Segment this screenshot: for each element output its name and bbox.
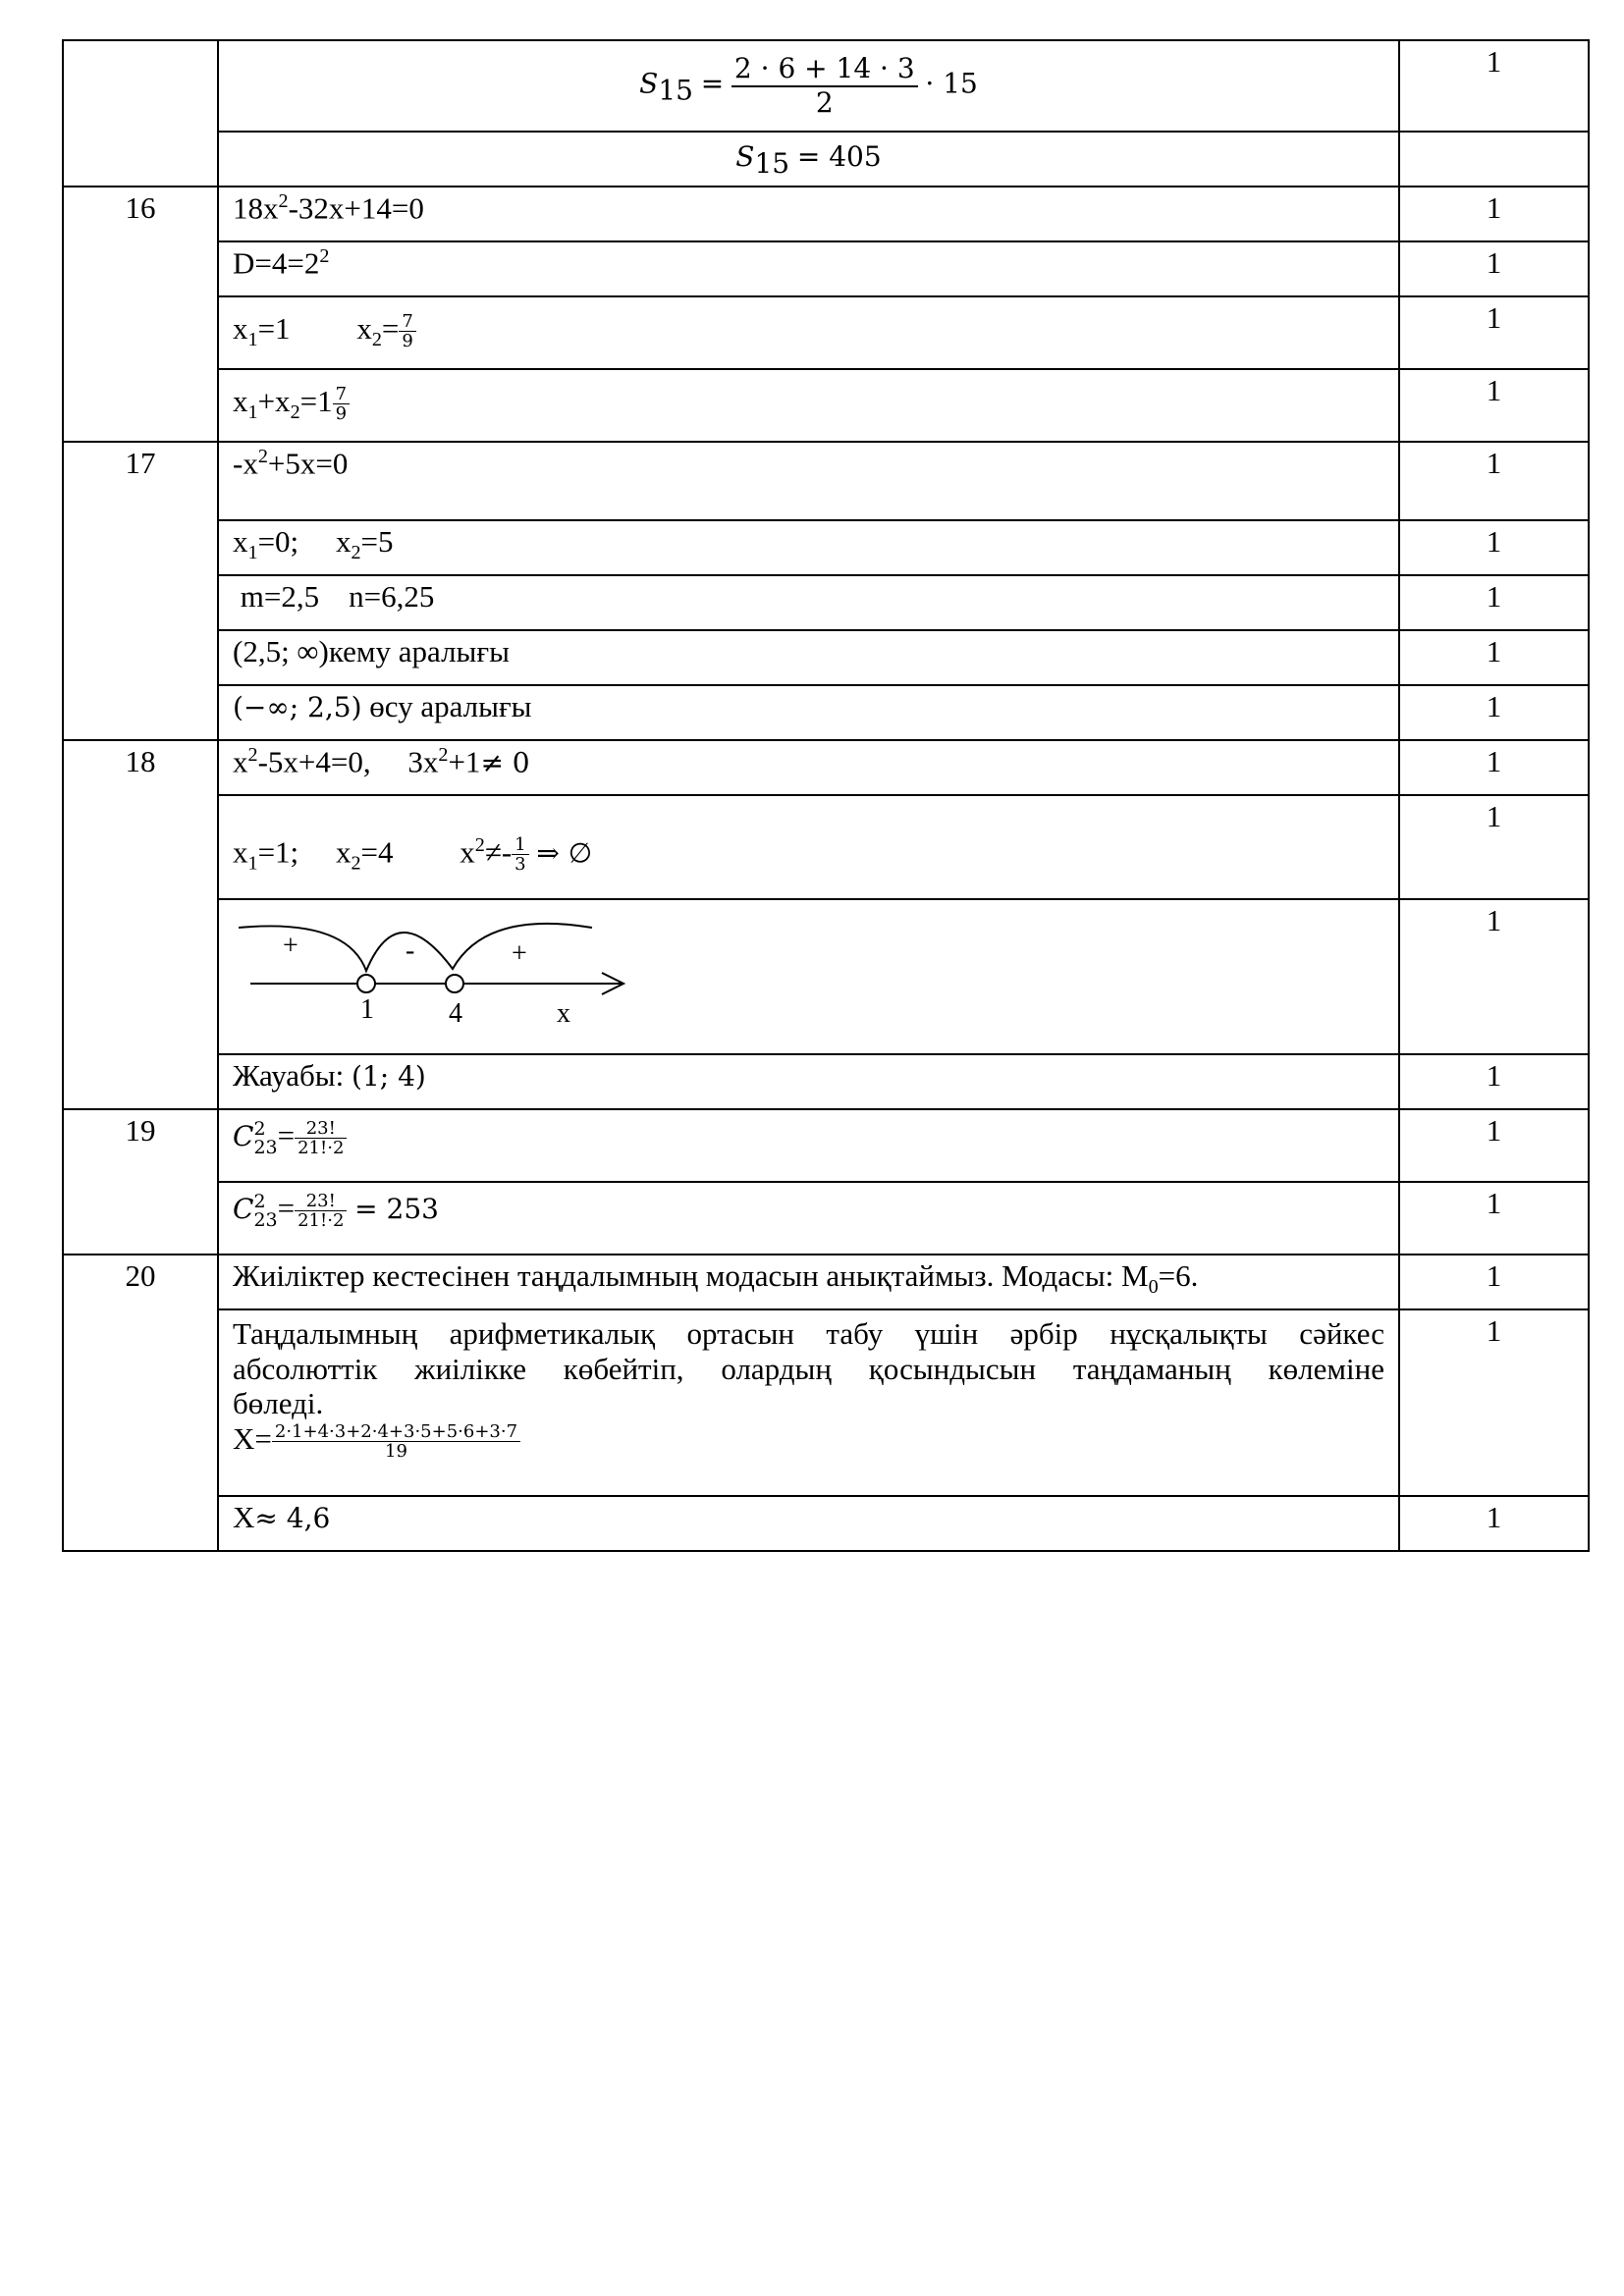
table-row — [63, 575, 1589, 630]
table-row — [63, 40, 1589, 132]
score-cell: 1 — [1399, 1255, 1589, 1309]
axis-label-x: x — [557, 998, 570, 1029]
score-cell: 1 — [1399, 1309, 1589, 1496]
answer-cell: (2,5; ∞)кему аралығы — [218, 630, 1399, 685]
answer-cell: $x_1+x_2=1$ $\frac{7}{9}$ — [218, 369, 1399, 442]
fraction: $\frac{1}{3}$ — [512, 835, 528, 876]
answer-cell: $x_1=0$; $x_2=5$ — [218, 520, 1399, 575]
sign-plus-left: + — [283, 931, 298, 961]
fraction: $\frac{7}{9}$ — [399, 312, 415, 352]
task-number-cell: 16 — [63, 187, 218, 442]
answer-cell — [218, 1309, 1399, 1496]
task-number-cell: 17 — [63, 442, 218, 740]
fraction: $\frac{2\cdot 1+4\cdot 3+2\cdot 4+3\cdot 5+5\cdot 6+3\cdot 7}{19}$ — [272, 1422, 520, 1463]
explanation-line: Таңдалымның арифметикалық ортасын табу үшін әрбір нұсқалықты сәйкес — [233, 1316, 1384, 1351]
formula-cell: $S_{15} = 405$ — [218, 132, 1399, 187]
fraction: $\frac{23!}{21!\cdot 2}$ — [295, 1119, 347, 1159]
answer-cell: $18x^2-32x+14=0$ — [218, 187, 1399, 241]
score-cell: 1 — [1399, 187, 1589, 241]
score-cell: 1 — [1399, 1182, 1589, 1255]
score-cell: 1 — [1399, 630, 1589, 685]
table-row — [63, 630, 1589, 685]
answer-cell: $x_1=1$; $x_2=4$ $x^2\ne-$ $\frac{1}{3}$ ⇒ ∅ — [218, 795, 1399, 899]
score-cell: 1 — [1399, 740, 1589, 795]
root-point-1 — [357, 975, 375, 992]
score-cell: 1 — [1399, 899, 1589, 1054]
answer-key-table — [62, 39, 1590, 1552]
sign-chart-cell — [218, 899, 1399, 1054]
mean-formula: X= $\frac{2\cdot 1+4\cdot 3+2\cdot 4+3\cdot 5+5\cdot 6+3\cdot 7}{19}$ — [233, 1421, 1384, 1462]
score-cell: 1 — [1399, 1109, 1589, 1182]
table-row — [63, 296, 1589, 369]
task-number-cell: 18 — [63, 740, 218, 1109]
table-row — [63, 795, 1589, 899]
root-label-1: 1 — [360, 994, 374, 1025]
table-row — [63, 241, 1589, 296]
answer-cell: C 2 23 = $\frac{23!}{21!\cdot 2}$ — [218, 1109, 1399, 1182]
table-row — [63, 899, 1589, 1054]
task-number-cell: 19 — [63, 1109, 218, 1255]
table-row — [63, 1496, 1589, 1551]
sign-plus-right: + — [512, 938, 527, 969]
table-row — [63, 1109, 1589, 1182]
table-row — [63, 1255, 1589, 1309]
answer-cell: $x_1=1$ $x_2=$ $\frac{7}{9}$ — [218, 296, 1399, 369]
score-cell: 1 — [1399, 442, 1589, 520]
answer-cell: Жиіліктер кестесінен таңдалымның модасын анықтаймыз. Модасы: $M_0=6$. — [218, 1255, 1399, 1309]
answer-cell: $D=4=2^2$ — [218, 241, 1399, 296]
answer-cell: X≈ 4,6 — [218, 1496, 1399, 1551]
score-cell: 1 — [1399, 40, 1589, 132]
table-row — [63, 442, 1589, 520]
table-row — [63, 132, 1589, 187]
fraction: $\frac{2 \cdot 6 + 14 \cdot 3}{2}$ — [731, 53, 918, 118]
explanation-line: абсолюттік жиілікке көбейтіп, олардың қосындысын таңдаманың көлеміне — [233, 1351, 1384, 1386]
answer-cell: Жауабы: (1; 4) — [218, 1054, 1399, 1109]
task-number-cell: 20 — [63, 1255, 218, 1551]
answer-cell: C 2 23 = $\frac{23!}{21!\cdot 2}$ = 253 — [218, 1182, 1399, 1255]
score-cell: 1 — [1399, 296, 1589, 369]
score-cell: 1 — [1399, 575, 1589, 630]
task-number-cell — [63, 40, 218, 187]
answer-cell: $x^2-5x+4=0$, $3x^2+1\ne 0$ — [218, 740, 1399, 795]
explanation-line: бөледі. — [233, 1386, 324, 1421]
answer-cell: (−∞; 2,5) өсу аралығы — [218, 685, 1399, 740]
root-label-4: 4 — [449, 998, 462, 1029]
fraction: $\frac{23!}{21!\cdot 2}$ — [295, 1192, 347, 1232]
sign-minus: - — [406, 935, 415, 966]
score-cell: 1 — [1399, 685, 1589, 740]
table-row — [63, 1054, 1589, 1109]
table-row — [63, 740, 1589, 795]
score-cell: 1 — [1399, 369, 1589, 442]
table-row — [63, 369, 1589, 442]
answer-cell: $-x^2+5x=0$ — [218, 442, 1399, 520]
score-cell — [1399, 132, 1589, 187]
table-row — [63, 1309, 1589, 1496]
table-row — [63, 187, 1589, 241]
table-row — [63, 1182, 1589, 1255]
fraction: $\frac{7}{9}$ — [333, 385, 350, 425]
table-row — [63, 520, 1589, 575]
score-cell: 1 — [1399, 520, 1589, 575]
sign-chart-diagram — [229, 900, 680, 1047]
score-cell: 1 — [1399, 795, 1589, 899]
score-cell: 1 — [1399, 241, 1589, 296]
answer-cell: m=2,5 n=6,25 — [218, 575, 1399, 630]
formula-cell: $S_{15}$ = $\frac{2 \cdot 6 + 14 \cdot 3}{2}$ · 15 — [218, 40, 1399, 132]
table-row — [63, 685, 1589, 740]
root-point-4 — [446, 975, 463, 992]
score-cell: 1 — [1399, 1496, 1589, 1551]
score-cell: 1 — [1399, 1054, 1589, 1109]
